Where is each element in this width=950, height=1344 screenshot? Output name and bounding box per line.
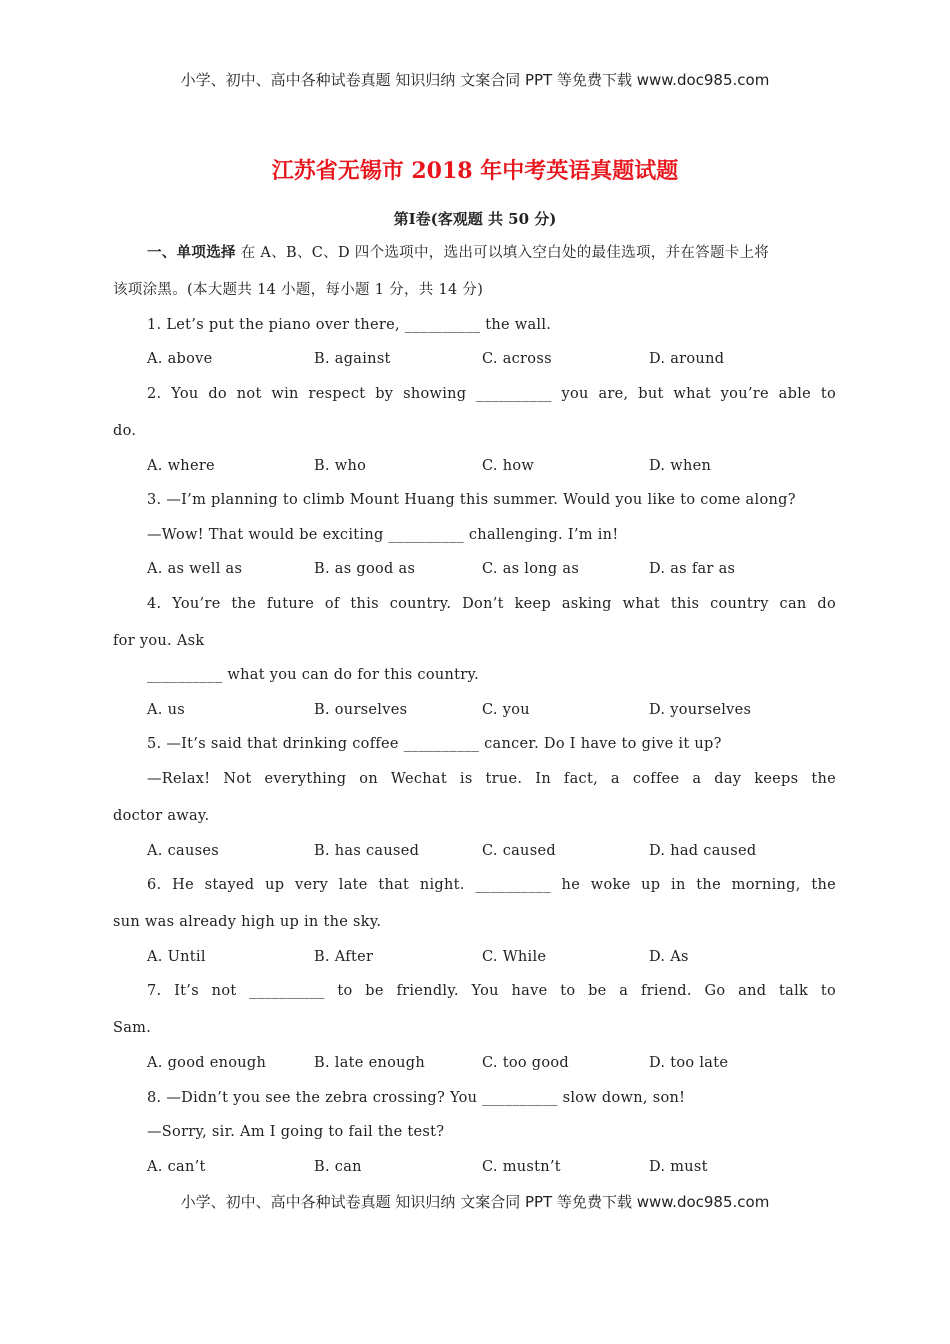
answer-option: B. against (314, 351, 391, 367)
question-line: —Relax! Not everything on Wechat is true. In fact, a coffee a day keeps the (147, 771, 836, 787)
answer-option: D. As (649, 949, 689, 965)
question-stem: 7. It’s not __________ to be friendly. You have to be a friend. Go and talk to (147, 983, 836, 999)
answer-option: A. causes (147, 843, 219, 859)
question-line: for you. Ask (113, 633, 205, 649)
answer-option: C. mustn’t (482, 1159, 561, 1175)
page-footer: 小学、初中、高中各种试卷真题 知识归纳 文案合同 PPT 等免费下载 www.doc985.com (180, 1193, 770, 1211)
question-line: do. (113, 423, 137, 439)
answer-option: A. can’t (147, 1159, 206, 1175)
question-line: —Sorry, sir. Am I going to fail the test? (147, 1124, 445, 1140)
question-stem: 8. —Didn’t you see the zebra crossing? You __________ slow down, son! (147, 1090, 686, 1106)
question-stem: 1. Let’s put the piano over there, __________ the wall. (147, 317, 552, 333)
answer-option: B. who (314, 458, 367, 474)
question-line: doctor away. (113, 808, 210, 824)
question-stem: 5. —It’s said that drinking coffee __________ cancer. Do I have to give it up? (147, 736, 722, 752)
answer-option: D. must (649, 1159, 708, 1175)
answer-option: D. had caused (649, 843, 757, 859)
answer-option: C. as long as (482, 561, 580, 577)
answer-option: C. While (482, 949, 547, 965)
answer-option: C. how (482, 458, 535, 474)
answer-option: D. around (649, 351, 725, 367)
answer-option: B. ourselves (314, 702, 408, 718)
answer-option: A. above (147, 351, 213, 367)
answer-option: C. you (482, 702, 530, 718)
question-line: —Wow! That would be exciting __________ challenging. I’m in! (147, 527, 619, 543)
question-stem: 3. —I’m planning to climb Mount Huang this summer. Would you like to come along? (147, 492, 796, 508)
answer-option: A. good enough (147, 1055, 267, 1071)
section-heading: 一、单项选择 (147, 244, 236, 261)
question-line: sun was already high up in the sky. (113, 914, 382, 930)
answer-option: C. caused (482, 843, 556, 859)
answer-option: A. Until (147, 949, 206, 965)
answer-option: A. as well as (147, 561, 243, 577)
answer-option: B. as good as (314, 561, 416, 577)
instruction-continuation: 该项涂黑。(本大题共 14 小题，每小题 1 分，共 14 分) (113, 282, 484, 298)
answer-option: D. when (649, 458, 712, 474)
answer-option: B. has caused (314, 843, 420, 859)
question-stem: 2. You do not win respect by showing __________ you are, but what you’re able to (147, 386, 836, 402)
section-instruction (147, 243, 836, 263)
answer-option: B. can (314, 1159, 362, 1175)
answer-option: B. After (314, 949, 374, 965)
answer-option: D. as far as (649, 561, 736, 577)
answer-option: A. us (147, 702, 185, 718)
answer-option: D. too late (649, 1055, 729, 1071)
answer-option: B. late enough (314, 1055, 425, 1071)
document-title: 江苏省无锡市 2018 年中考英语真题试题 (271, 158, 679, 184)
question-stem: 6. He stayed up very late that night. __________ he woke up in the morning, the (147, 877, 836, 893)
question-stem: 4. You’re the future of this country. Don’t keep asking what this country can do (147, 596, 836, 612)
question-line: __________ what you can do for this country. (147, 667, 479, 683)
question-line: Sam. (113, 1020, 152, 1036)
answer-option: A. where (147, 458, 215, 474)
answer-option: C. too good (482, 1055, 570, 1071)
page-header: 小学、初中、高中各种试卷真题 知识归纳 文案合同 PPT 等免费下载 www.doc985.com (180, 71, 770, 89)
instruction-text: 在 A、B、C、D 四个选项中，选出可以填入空白处的最佳选项，并在答题卡上将 (235, 245, 770, 261)
answer-option: D. yourselves (649, 702, 752, 718)
section-subtitle: 第Ⅰ卷(客观题 共 50 分) (393, 210, 557, 228)
answer-option: C. across (482, 351, 552, 367)
